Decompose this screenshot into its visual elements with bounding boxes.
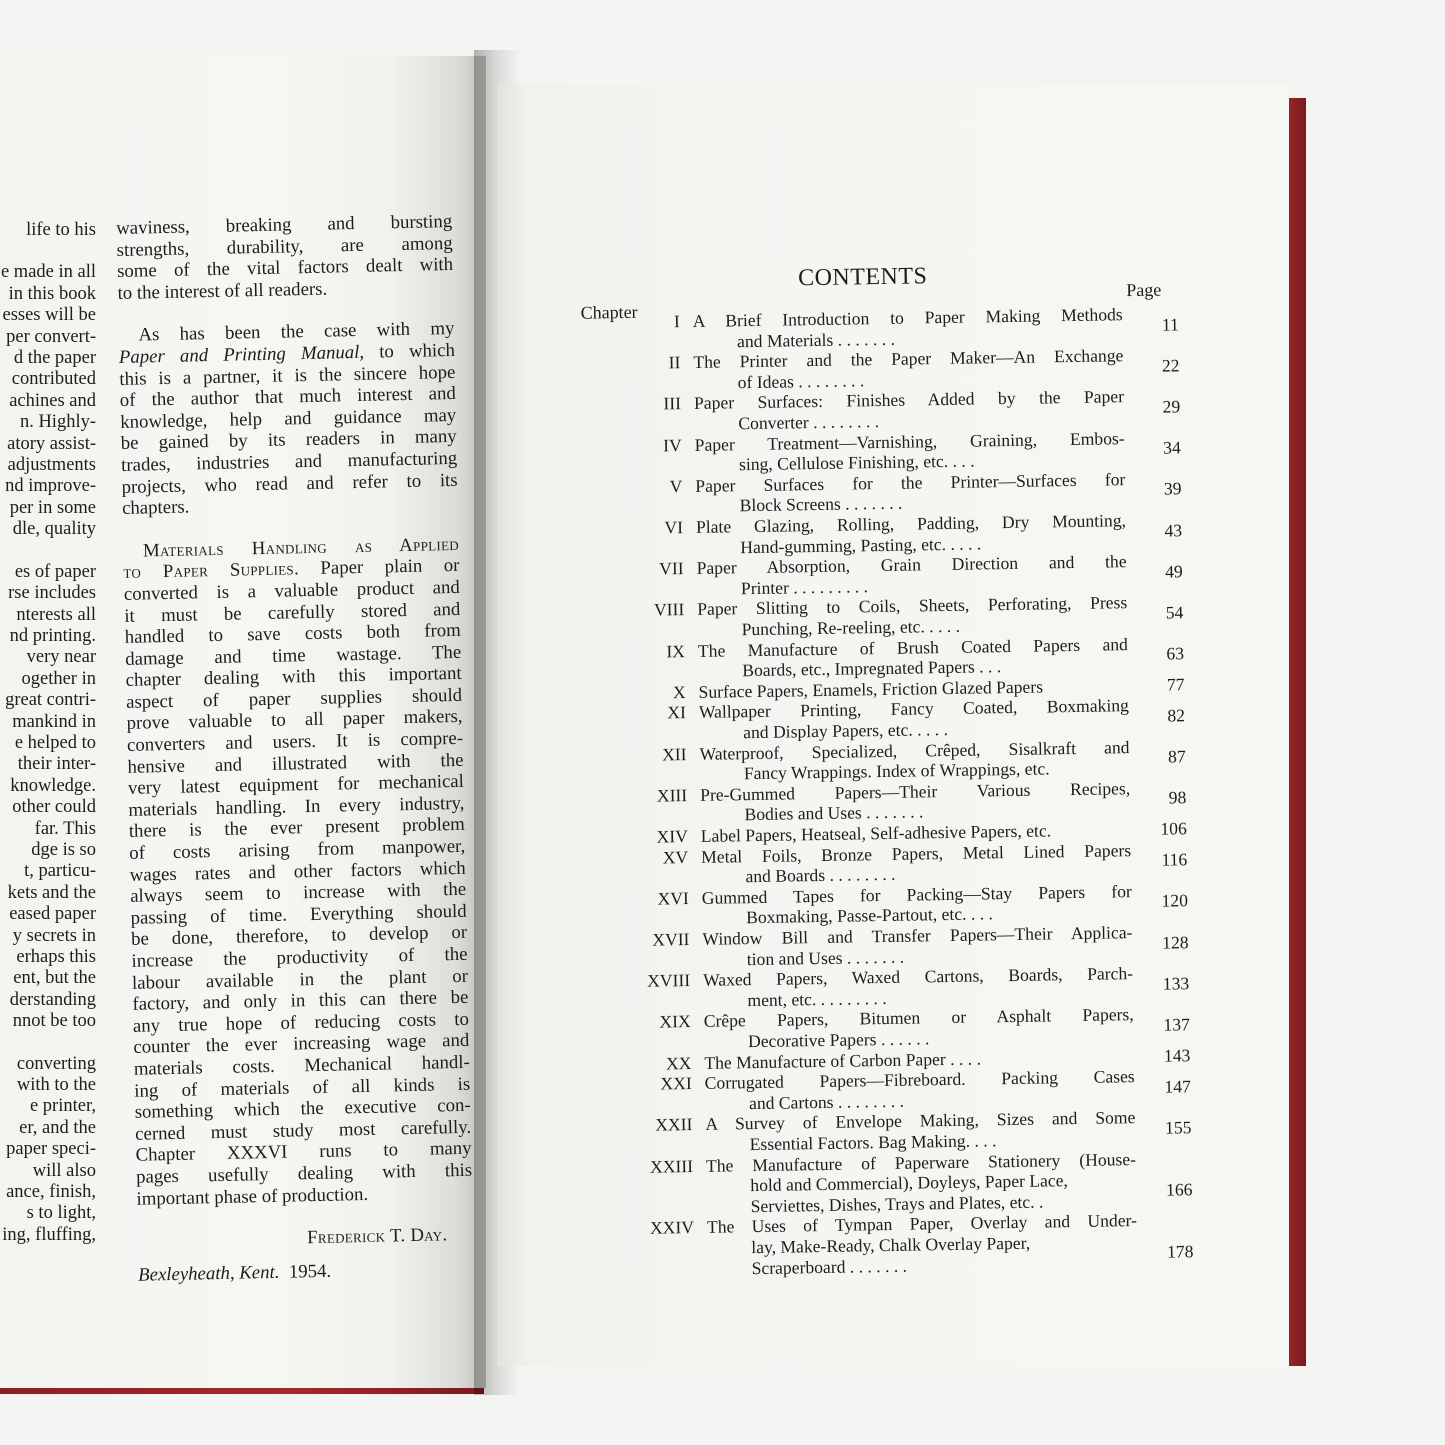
chapter-title-line: Decorative Papers . . . . . . <box>747 1028 930 1052</box>
page-number: 34 <box>1163 437 1181 458</box>
chapter-title-line: Waterproof, Specialized, Crêped, Sisalkraft and <box>699 736 1130 764</box>
foreword-line: hensive and illustrated with the <box>127 749 464 778</box>
page-number: 178 <box>1166 1240 1194 1262</box>
author-signature: Frederick T. Day. <box>306 1224 448 1249</box>
chapter-title-line: Paper Surfaces: Finishes Added by the Paper <box>693 386 1125 414</box>
chapter-number: XIX <box>659 1011 691 1032</box>
section-heading: Materials Handling as Applied <box>142 533 460 562</box>
contents-block <box>497 84 1289 1366</box>
partial-line <box>0 241 96 262</box>
chapter-title-line: Printer . . . . . . . . . <box>740 576 869 599</box>
foreword-paragraph-1 <box>116 211 454 304</box>
chapter-number: XIV <box>656 826 688 847</box>
chapter-header: Chapter <box>580 301 638 323</box>
chapter-number: IV <box>662 434 682 456</box>
partial-line: with to the <box>16 1075 96 1096</box>
chapter-title <box>707 1210 1138 1279</box>
chapter-number: XVIII <box>646 970 691 991</box>
chapter-title-line: Metal Foils, Bronze Papers, Metal Lined Papers <box>701 839 1132 867</box>
chapter-title-line: A Survey of Envelope Making, Sizes and Some <box>705 1107 1136 1135</box>
chapter-title-line: The Manufacture of Brush Coated Papers and <box>697 633 1129 661</box>
partial-line: per convert- <box>6 326 96 347</box>
chapter-number: VIII <box>653 599 685 620</box>
foreword-line: wages rates and other factors which <box>129 857 466 886</box>
chapter-title <box>703 963 1134 1011</box>
page-number: 106 <box>1160 818 1187 839</box>
foreword-line: strengths, durability, are among <box>116 232 453 261</box>
chapter-title-line: sing, Cellulose Finishing, etc. . . . <box>738 450 975 475</box>
chapter-title <box>694 387 1125 435</box>
chapter-title-line: The Printer and the Paper Maker—An Exchange <box>693 345 1124 373</box>
chapter-title-line: Corrugated Papers—Fibreboard. Packing Cases <box>704 1066 1135 1094</box>
manual-title: Paper and Printing Manual <box>118 341 360 368</box>
page-number: 87 <box>1167 746 1186 767</box>
foreword-line: always seem to increase with the <box>129 879 467 908</box>
foreword-line: passing of time. Everything should <box>130 900 467 929</box>
partial-line: achines and <box>9 390 96 411</box>
foreword-line: increase the productivity of the <box>131 943 468 972</box>
page-number: 43 <box>1164 519 1183 541</box>
foreword-line: chapter dealing with this important <box>125 663 462 692</box>
partial-line: per in some <box>9 497 96 518</box>
foreword-line: Chapter XXXVI runs to many <box>135 1138 472 1167</box>
partial-line: dge is so <box>31 839 96 860</box>
chapter-title-line: Fancy Wrappings. Index of Wrappings, etc. <box>743 758 1050 784</box>
chapter-number: XXII <box>655 1114 693 1136</box>
partial-line: will also <box>32 1160 96 1181</box>
chapter-title-line: Label Papers, Heatseal, Self-adhesive Papers, etc. <box>700 820 1052 846</box>
chapter-title-line: Paper Absorption, Grain Direction and the <box>696 551 1127 579</box>
partial-line: their inter- <box>17 754 96 775</box>
chapter-title-line: and Materials . . . . . . . <box>736 328 896 351</box>
partial-line: great contri- <box>5 690 96 711</box>
chapter-title <box>699 737 1130 785</box>
foreword-line: some of the vital factors dealt with <box>116 254 454 283</box>
chapter-title-line: The Uses of Tympan Paper, Overlay and Under- <box>706 1210 1138 1238</box>
chapter-number: II <box>668 352 681 373</box>
chapter-title <box>695 428 1126 476</box>
foreword-line: counter the ever increasing wage and <box>133 1030 470 1059</box>
foreword-line: Paper and Printing Manual, to which <box>118 339 456 368</box>
chapter-title <box>705 1107 1136 1155</box>
partial-line: s to light, <box>26 1203 96 1224</box>
foreword-line: trades, industries and manufacturing <box>120 447 458 476</box>
foreword-line: something which the executive con- <box>134 1094 471 1123</box>
chapter-number: XVII <box>652 929 690 950</box>
page-number: 143 <box>1163 1044 1191 1066</box>
chapter-title-line: hold and Commercial), Doyleys, Paper Lace, <box>750 1170 1069 1196</box>
foreword-line: cerned must study most carefully. <box>134 1116 472 1145</box>
foreword-line: waviness, breaking and bursting <box>116 210 453 239</box>
chapter-title-line: Converter . . . . . . . . <box>738 411 880 434</box>
foreword-line: converters and users. It is compre- <box>126 727 464 756</box>
chapter-title-line: Window Bill and Transfer Papers—Their Applica- <box>702 922 1133 949</box>
foreword-line: converted is a valuable product and <box>123 576 461 605</box>
foreword-line: factory, and only in this can there be <box>132 986 469 1016</box>
chapter-title <box>706 1149 1137 1218</box>
partial-line: e made in all <box>0 262 96 283</box>
partial-line: knowledge. <box>10 775 96 796</box>
foreword-line: damage and time wastage. The <box>125 641 462 670</box>
contents-title: CONTENTS <box>797 263 928 292</box>
chapter-title <box>695 469 1126 517</box>
page-number: 147 <box>1164 1076 1191 1097</box>
chapter-title <box>704 1005 1135 1053</box>
foreword-line: very latest equipment for mechanical <box>127 771 465 800</box>
foreword-line: materials handling. In every industry, <box>128 792 465 821</box>
partial-line: d the paper <box>13 348 96 369</box>
chapter-number: VI <box>664 517 684 538</box>
chapter-title-line: Bodies and Uses . . . . . . . <box>744 801 924 825</box>
partial-text-column <box>0 220 96 1246</box>
chapter-title-line: Wallpaper Printing, Fancy Coated, Boxmaking <box>698 695 1129 723</box>
chapter-title <box>698 634 1129 682</box>
chapter-number: XX <box>665 1052 692 1074</box>
page-number: 133 <box>1162 973 1190 994</box>
chapter-title <box>701 840 1132 888</box>
foreword-line: of costs arising from manpower, <box>129 835 466 864</box>
chapter-title-line: and Boards . . . . . . . . <box>745 864 896 887</box>
chapter-title <box>696 510 1127 558</box>
page-number: 49 <box>1164 561 1183 582</box>
page-number: 29 <box>1162 396 1181 417</box>
page-number: 11 <box>1161 313 1180 335</box>
partial-line: e printer, <box>29 1096 96 1117</box>
chapter-title-line: and Cartons . . . . . . . . <box>748 1090 905 1113</box>
foreword-line: there is the ever present problem <box>128 814 466 843</box>
foreword-line: be done, therefore, to develop or <box>130 922 468 951</box>
chapter-title <box>693 304 1124 352</box>
foreword-line: projects, who read and refer to its <box>121 469 458 498</box>
chapter-title <box>693 345 1124 393</box>
chapter-title-line: Surface Papers, Enamels, Friction Glazed Papers <box>698 676 1044 702</box>
page-number: 77 <box>1166 674 1185 695</box>
chapter-title-line: Boards, etc., Impregnated Papers . . . <box>742 656 1002 681</box>
page-number: 155 <box>1164 1117 1192 1138</box>
partial-line: ent, but the <box>13 968 96 989</box>
chapter-number: XXIII <box>649 1155 694 1177</box>
chapter-title-line: Paper Slitting to Coils, Sheets, Perforating, Press <box>697 592 1128 620</box>
chapter-number: V <box>669 475 683 497</box>
partial-line: e helped to <box>14 732 96 753</box>
chapter-title <box>699 696 1130 744</box>
partial-line: ance, finish, <box>6 1182 96 1203</box>
chapter-title-line: Pre-Gummed Papers—Their Various Recipes, <box>700 777 1131 805</box>
chapter-number: XV <box>662 846 689 868</box>
partial-line: very near <box>26 647 96 668</box>
foreword-line: chapters. <box>121 496 190 520</box>
chapter-number: VII <box>659 558 684 579</box>
foreword-line: materials costs. Mechanical handl- <box>133 1051 470 1080</box>
partial-line: other could <box>12 797 96 818</box>
partial-line: erhaps this <box>16 947 96 967</box>
partial-line: far. This <box>34 818 96 839</box>
foreword-line: important phase of production. <box>136 1183 369 1210</box>
chapter-title-line: Paper Treatment—Varnishing, Graining, Embos- <box>694 427 1125 455</box>
partial-line: esses will be <box>2 305 96 326</box>
partial-line: adjustments <box>7 455 96 476</box>
page-number: 54 <box>1165 602 1184 623</box>
chapter-number: XXI <box>660 1073 692 1094</box>
chapter-title-line: The Manufacture of Paperware Stationery (House- <box>705 1148 1137 1176</box>
page-number: 120 <box>1161 890 1189 912</box>
chapter-title-line: Gummed Tapes for Packing—Stay Papers for <box>701 880 1132 908</box>
partial-line: y secrets in <box>12 925 96 946</box>
chapter-title-line: lay, Make-Ready, Chalk Overlay Paper, <box>751 1232 1031 1258</box>
chapter-number: XVI <box>657 887 689 909</box>
foreword-line: to Paper Supplies. Paper plain or <box>123 555 460 584</box>
chapter-title-line: Block Screens . . . . . . . <box>739 493 903 516</box>
chapter-title-line: Essential Factors. Bag Making. . . . <box>749 1130 997 1155</box>
foreword-paragraph-3 <box>124 577 473 1210</box>
foreword-line: handled to save costs both from <box>124 619 461 648</box>
partial-line: mankind in <box>12 711 96 732</box>
chapter-number: XIII <box>656 784 688 806</box>
chapter-title-line: Hand-gumming, Pasting, etc. . . . . <box>740 533 982 557</box>
partial-line: nnot be too <box>12 1011 96 1032</box>
foreword-line: knowledge, help and guidance may <box>120 404 457 433</box>
partial-line: nd printing. <box>9 625 96 646</box>
partial-line: dle, quality <box>12 519 96 540</box>
foreword-line: As has been the case with my <box>138 318 455 346</box>
page-header: Page <box>1126 279 1162 301</box>
foreword-line: to the interest of all readers. <box>117 278 328 304</box>
chapter-title <box>702 922 1133 970</box>
chapter-number: XI <box>667 702 687 723</box>
page-number: 116 <box>1161 849 1188 870</box>
page-number: 128 <box>1162 931 1189 953</box>
page-number: 39 <box>1163 478 1182 499</box>
chapter-title-line: tion and Uses . . . . . . . <box>746 946 905 969</box>
partial-line: t, particu- <box>24 861 96 882</box>
chapter-title <box>697 593 1128 641</box>
chapter-title-line: Punching, Re-reeling, etc. . . . . <box>741 615 961 640</box>
partial-line: life to his <box>26 220 96 240</box>
chapter-title-line: Paper Surfaces for the Printer—Surfaces for <box>695 468 1126 496</box>
chapter-number: IX <box>666 640 686 662</box>
foreword-column <box>116 211 474 1286</box>
page-number: 22 <box>1161 355 1180 376</box>
partial-line: ogether in <box>21 668 96 689</box>
foreword-line: prove valuable to all paper makers, <box>126 706 463 735</box>
page-number: 82 <box>1167 705 1186 726</box>
chapter-title <box>700 778 1131 826</box>
chapter-title-line: Scraperboard . . . . . . . <box>751 1255 908 1278</box>
chapter-number: III <box>663 393 682 414</box>
page-number: 63 <box>1166 643 1185 664</box>
chapter-title <box>696 551 1127 599</box>
chapter-title <box>702 881 1133 929</box>
chapter-title-line: and Display Papers, etc. . . . . <box>743 718 949 743</box>
foreword-paragraph-2 <box>119 361 458 519</box>
chapter-title-line: Serviettes, Dishes, Trays and Plates, etc. . <box>750 1191 1044 1216</box>
partial-line <box>0 1033 96 1054</box>
partial-line: es of paper <box>14 561 96 582</box>
partial-line: atory assist- <box>7 433 96 454</box>
foreword-line: any true hope of reducing costs to <box>132 1008 470 1037</box>
place-and-date: Bexleyheath, Kent. 1954. <box>137 1260 332 1286</box>
left-page <box>0 56 486 1388</box>
partial-line: nd improve- <box>5 476 96 497</box>
partial-line: ing, fluffing, <box>2 1224 96 1245</box>
chapter-title-line: ment, etc. . . . . . . . . <box>747 987 887 1010</box>
chapter-title-line: Boxmaking, Passe-Partout, etc. . . . <box>745 903 994 928</box>
partial-line: eased paper <box>9 904 96 925</box>
contents-page <box>497 84 1289 1366</box>
partial-line <box>0 541 96 562</box>
chapter-number: XXIV <box>649 1217 695 1239</box>
partial-line: kets and the <box>7 882 96 903</box>
chapter-title-line: The Manufacture of Carbon Paper . . . . <box>704 1048 982 1073</box>
partial-line: converting <box>16 1053 96 1074</box>
chapter-title-line: A Brief Introduction to Paper Making Methods <box>692 304 1123 331</box>
partial-line: n. Highly- <box>19 412 96 433</box>
partial-line: nterests all <box>16 604 96 625</box>
partial-line: er, and the <box>19 1117 96 1138</box>
page-number: 137 <box>1163 1014 1191 1035</box>
page-number: 166 <box>1165 1178 1193 1200</box>
partial-line: derstanding <box>9 989 96 1010</box>
chapter-number: X <box>672 681 686 703</box>
foreword-line: aspect of paper supplies should <box>125 684 463 713</box>
foreword-line: pages usefully dealing with this <box>135 1159 473 1188</box>
foreword-line: of the author that much interest and <box>119 383 456 412</box>
chapter-title-line: Waxed Papers, Waxed Cartons, Boards, Parch- <box>702 963 1134 991</box>
foreword-line: this is a partner, it is the sincere hope <box>119 361 456 390</box>
chapter-number: I <box>673 311 680 332</box>
partial-line: paper speci- <box>6 1139 96 1160</box>
partial-line: contributed <box>11 369 96 390</box>
chapter-title-line: of Ideas . . . . . . . . <box>737 370 865 393</box>
foreword-line: it must be carefully stored and <box>124 598 461 627</box>
partial-line: in this book <box>8 283 96 304</box>
foreword-line: be gained by its readers in many <box>120 426 457 455</box>
chapter-title-line: Crêpe Papers, Bitumen or Asphalt Papers, <box>703 1004 1134 1032</box>
page-number: 98 <box>1168 787 1187 808</box>
chapter-title-line: Plate Glazing, Rolling, Padding, Dry Mounting, <box>695 510 1127 537</box>
foreword-line: ing of materials of all kinds is <box>134 1073 471 1102</box>
partial-line: rse includes <box>8 583 96 604</box>
chapter-title <box>705 1066 1136 1114</box>
foreword-line: labour available in the plant or <box>131 965 469 994</box>
chapter-number: XII <box>661 743 687 765</box>
